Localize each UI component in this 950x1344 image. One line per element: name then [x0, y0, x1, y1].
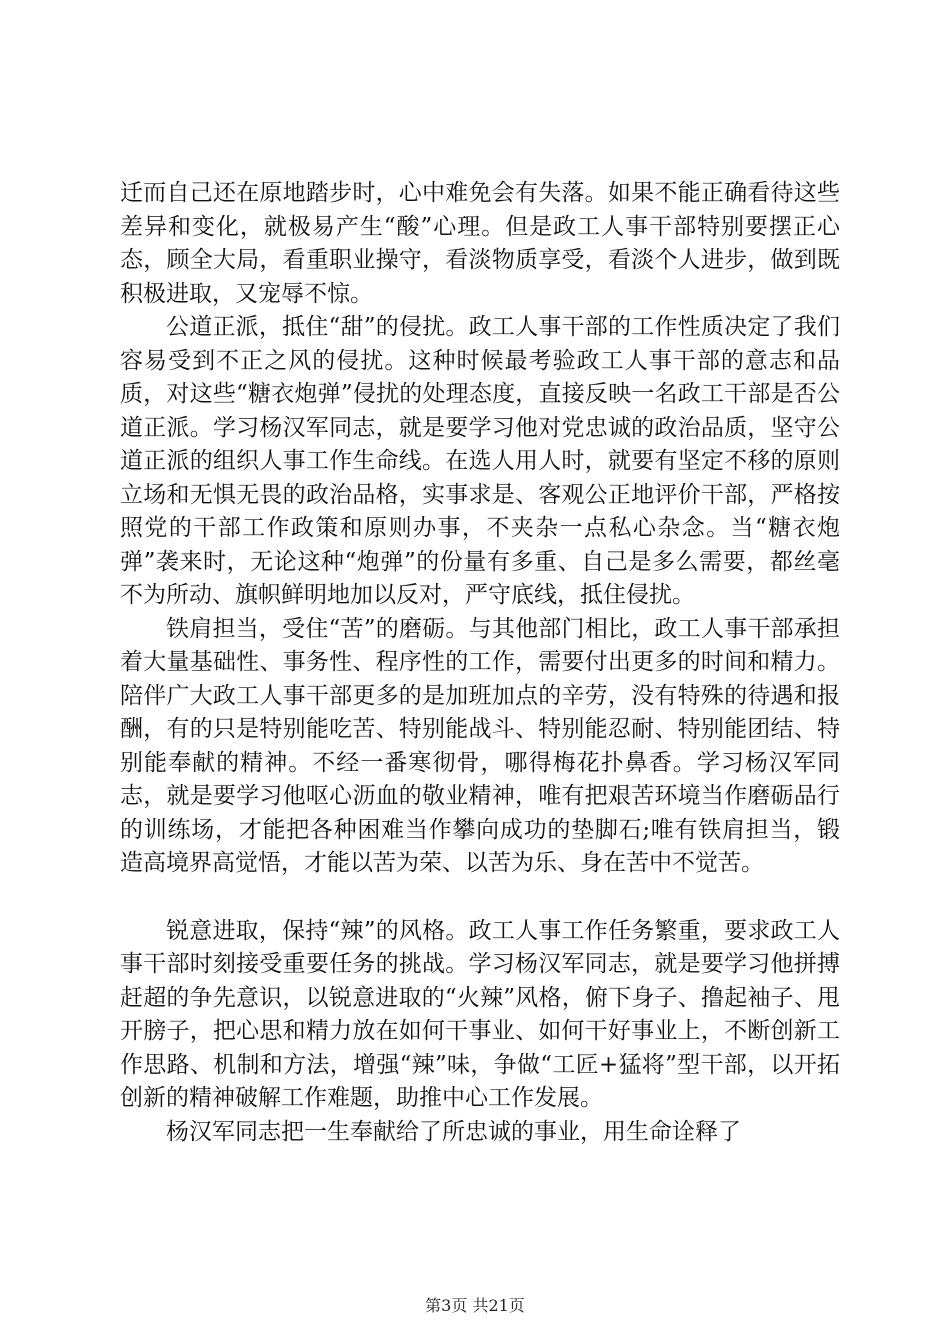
- page-number-footer: 第3页 共21页: [425, 1296, 525, 1315]
- paragraph-spacer: [120, 881, 840, 915]
- paragraph-conclusion: 杨汉军同志把一生奉献给了所忠诚的事业，用生命诠释了: [166, 1118, 741, 1145]
- paragraph-sweet: 公道正派，抵住“甜”的侵扰。政工人事干部的工作性质决定了我们容易受到不正之风的侵扰。这种时候最考验政工人事干部的意志和品质，对这些“糖衣炮弹”侵扰的处理态度，直接反映一名政工干部是否公道正派。学习杨汉军同志，就是要学习他对党忠诚的政治品质，坚守公道正派的组织人事工作生命线。在选人用人时，就要有坚定不移的原则立场和无惧无畏的政治品格，实事求是、客观公正地评价干部，严格按照党的干部工作政策和原则办事，不夹杂一点私心杂念。当“糖衣炮弹”袭来时，无论这种“炮弹”的份量有多重、自己是多么需要，都丝毫不为所动、旗帜鲜明地加以反对，严守底线，抵住侵扰。: [120, 314, 840, 608]
- paragraph-continuation: 迁而自己还在原地踏步时，心中难免会有失落。如果不能正确看待这些差异和变化，就极易产生“酸”心理。但是政工人事干部特别要摆正心态，顾全大局，看重职业操守，看淡物质享受，看淡个人进步，做到既积极进取，又宠辱不惊。: [120, 180, 840, 307]
- paragraph-bitter: 铁肩担当，受住“苦”的磨砺。与其他部门相比，政工人事干部承担着大量基础性、事务性、程序性的工作，需要付出更多的时间和精力。陪伴广大政工人事干部更多的是加班加点的辛劳，没有特殊的待遇和报酬，有的只是特别能吃苦、特别能战斗、特别能忍耐、特别能团结、特别能奉献的精神。不经一番寒彻骨，哪得梅花扑鼻香。学习杨汉军同志，就是要学习他呕心沥血的敬业精神，唯有把艰苦环境当作磨砺品行的训练场，才能把各种困难当作攀向成功的垫脚石;唯有铁肩担当，锻造高境界高觉悟，才能以苦为荣、以苦为乐、身在苦中不觉苦。: [120, 615, 840, 876]
- document-body: [120, 177, 840, 1149]
- paragraph-spicy: 锐意进取，保持“辣”的风格。政工人事工作任务繁重，要求政工人事干部时刻接受重要任务的挑战。学习杨汉军同志，就是要学习他拼搏赶超的争先意识，以锐意进取的“火辣”风格，俯下身子、撸起袖子、甩开膀子，把心思和精力放在如何干事业、如何干好事业上，不断创新工作思路、机制和方法，增强“辣”味，争做“工匠+猛将”型干部，以开拓创新的精神破解工作难题，助推中心工作发展。: [120, 917, 840, 1111]
